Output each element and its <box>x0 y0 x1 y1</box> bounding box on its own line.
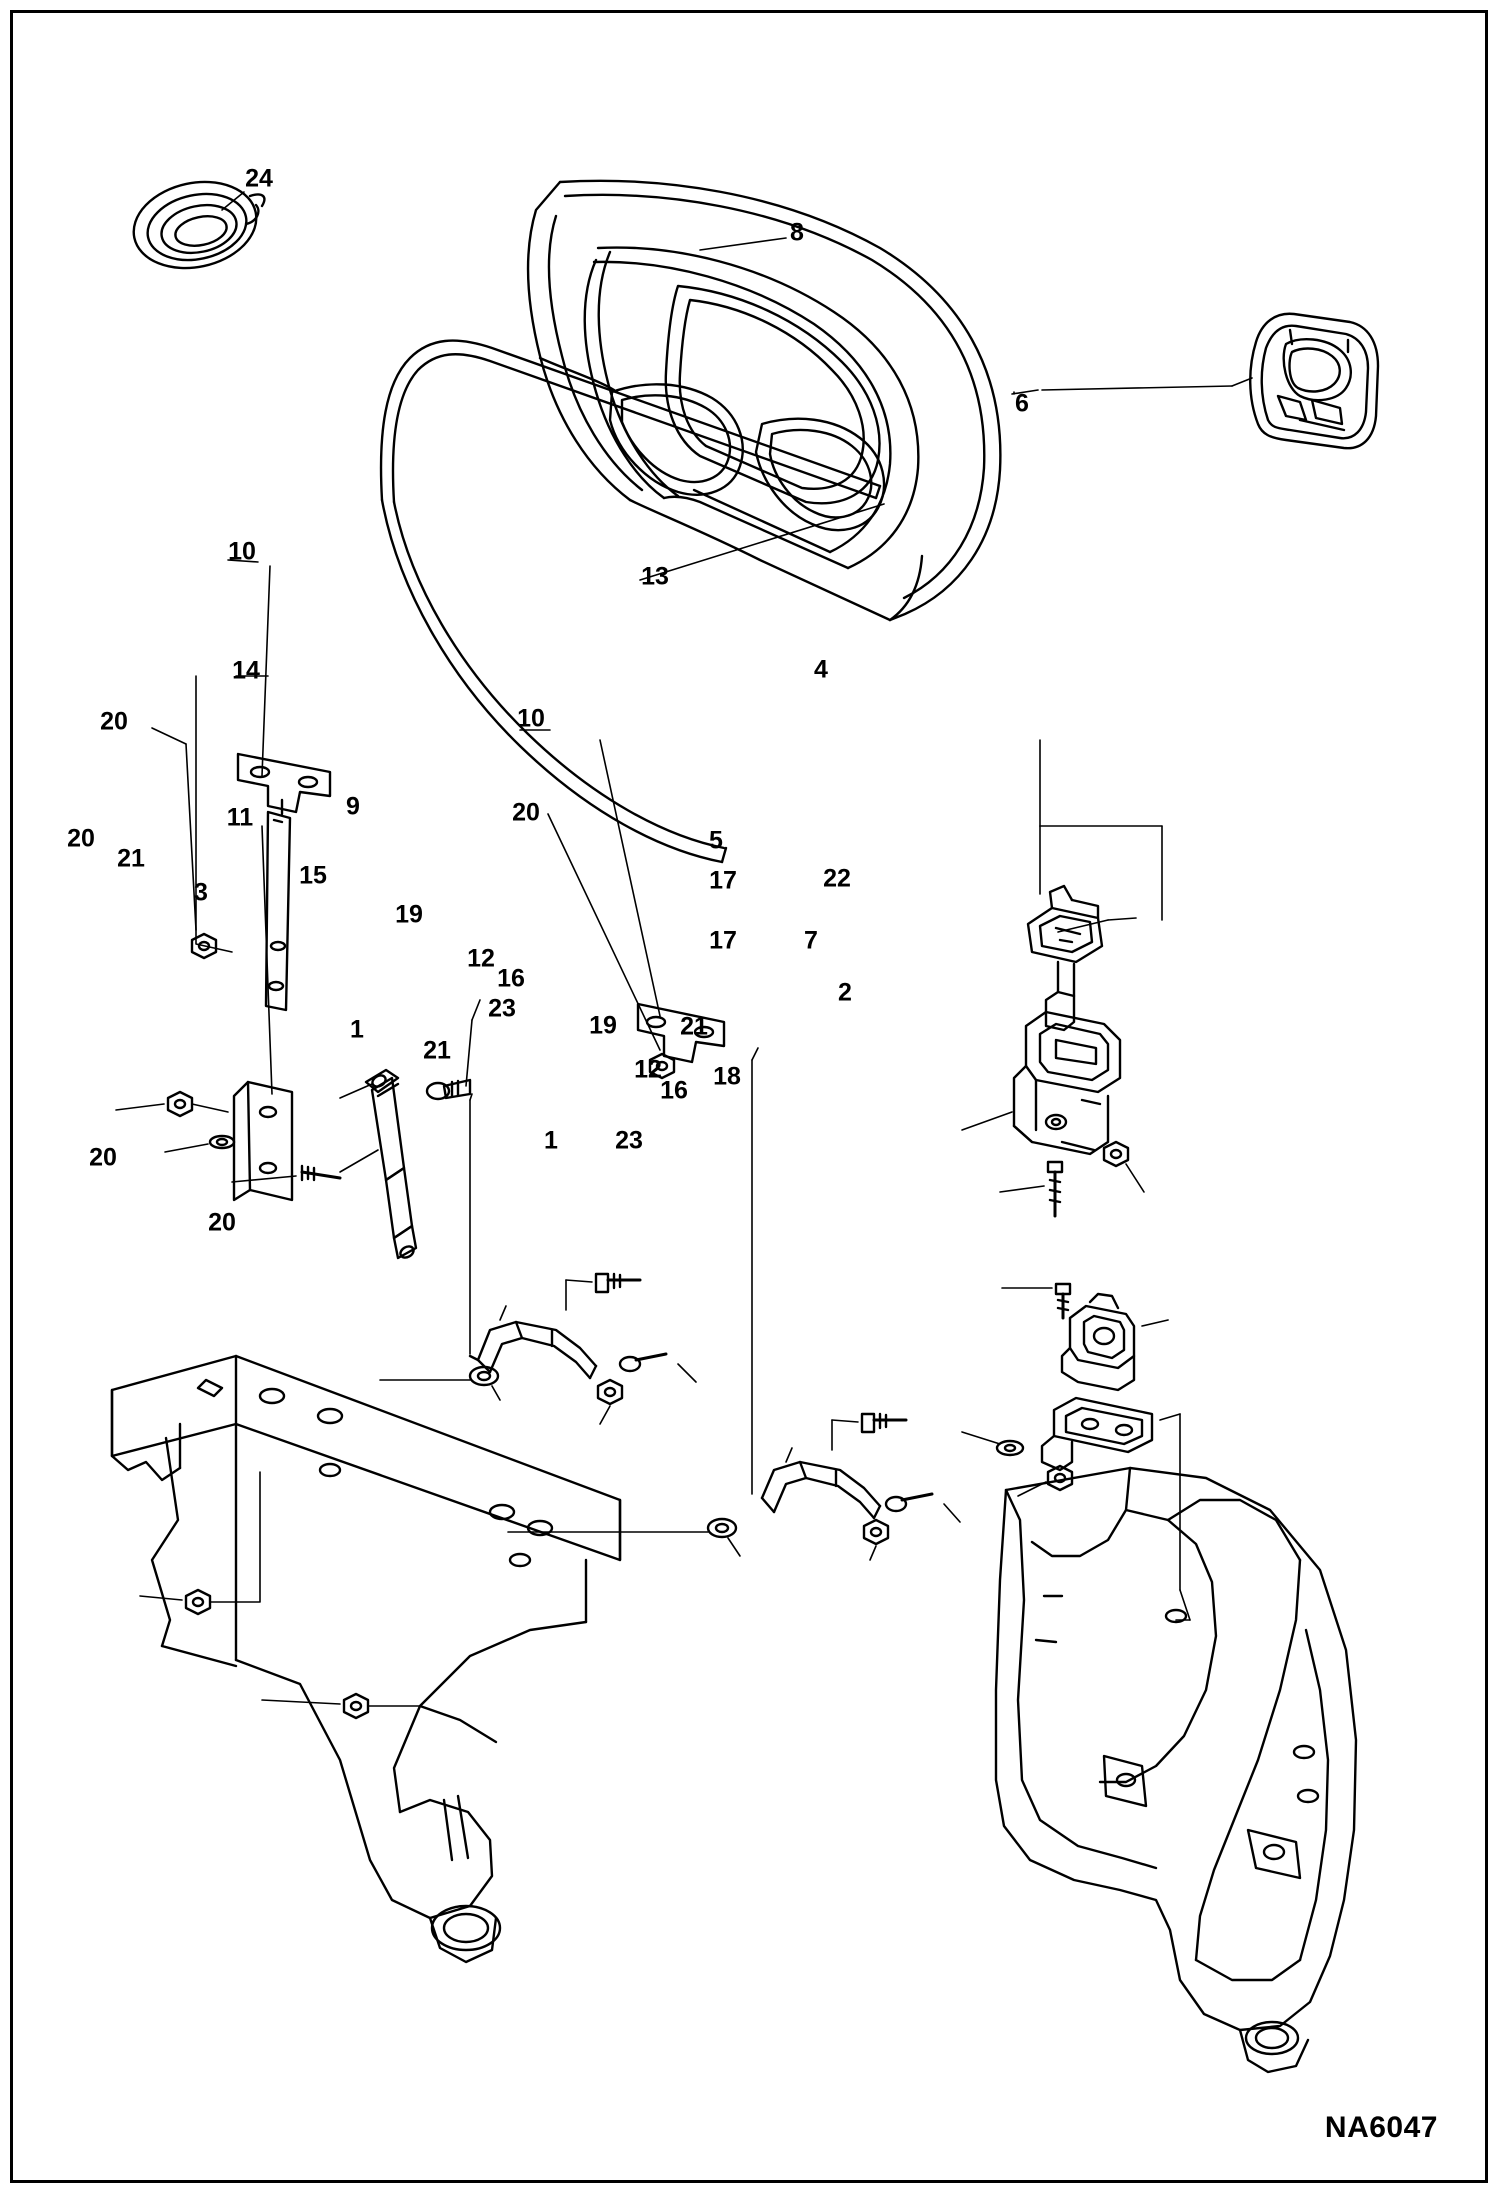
nut-part-20-d <box>186 1590 210 1614</box>
callout-9: 9 <box>346 792 360 821</box>
frame-rail <box>112 1356 620 1962</box>
callout-17: 17 <box>709 926 737 955</box>
ball-stud-part-9 <box>427 1080 470 1099</box>
callout-2: 2 <box>838 978 852 1007</box>
callout-20: 20 <box>89 1143 117 1172</box>
callout-1: 1 <box>544 1126 558 1155</box>
bolt-part-19-b <box>862 1414 906 1432</box>
nut-part-20-e <box>344 1694 368 1718</box>
callout-8: 8 <box>790 218 804 247</box>
washer-part-21-a <box>210 1136 234 1148</box>
callout-23: 23 <box>615 1126 643 1155</box>
callout-12: 12 <box>634 1055 662 1084</box>
callout-18: 18 <box>713 1062 741 1091</box>
bushing-part-1-b <box>708 1519 736 1537</box>
washer-part-21-b <box>997 1441 1023 1455</box>
callout-13: 13 <box>641 562 669 591</box>
callout-22: 22 <box>823 864 851 893</box>
callout-5: 5 <box>709 826 723 855</box>
callout-20: 20 <box>100 707 128 736</box>
coiled-seal-part-24 <box>126 171 265 279</box>
bolt-part-16-a <box>620 1354 666 1371</box>
callout-21: 21 <box>117 844 145 873</box>
bracket-part-11 <box>234 1082 292 1200</box>
bushing-part-1-a <box>470 1367 498 1385</box>
callout-24: 24 <box>245 164 273 193</box>
callout-10: 10 <box>517 704 545 733</box>
drawing-code: NA6047 <box>1324 2111 1438 2144</box>
bolt-part-3 <box>302 1166 340 1180</box>
nut-part-20-b <box>168 1092 192 1116</box>
hinge-pivot-block-part-7 <box>1062 1294 1134 1390</box>
callout-1: 1 <box>350 1015 364 1044</box>
hinge-strap-part-12-a <box>470 1322 596 1378</box>
callout-19: 19 <box>589 1011 617 1040</box>
callout-21: 21 <box>680 1012 708 1041</box>
callout-19: 19 <box>395 900 423 929</box>
callout-11: 11 <box>226 803 254 832</box>
callout-7: 7 <box>804 926 818 955</box>
callout-12: 12 <box>467 944 495 973</box>
striker-part-4 <box>1028 886 1102 1030</box>
nut-part-23-a <box>598 1380 622 1404</box>
hinge-strap-part-12-b <box>762 1462 880 1518</box>
bolt-part-16-b <box>886 1494 932 1511</box>
nut-part-22 <box>1104 1142 1128 1166</box>
callout-3: 3 <box>194 878 208 907</box>
callout-21: 21 <box>423 1036 451 1065</box>
gas-strut-part-15 <box>366 1070 416 1260</box>
hinge-bracket-part-2 <box>1042 1398 1152 1470</box>
callout-10: 10 <box>228 537 256 566</box>
screw-part-17-a <box>1048 1162 1062 1216</box>
callout-20: 20 <box>512 798 540 827</box>
chassis-casting <box>996 1468 1356 2072</box>
callout-23: 23 <box>488 994 516 1023</box>
callout-14: 14 <box>232 656 260 685</box>
latch-plate-part-5 <box>1014 1012 1120 1154</box>
latch-handle-part-6 <box>1250 314 1378 448</box>
callout-20: 20 <box>208 1208 236 1237</box>
callout-20: 20 <box>67 824 95 853</box>
callout-17: 17 <box>709 866 737 895</box>
callout-6: 6 <box>1015 389 1029 418</box>
callout-4: 4 <box>814 655 828 684</box>
screw-part-17-b <box>1056 1284 1070 1318</box>
bolt-part-19-a <box>596 1274 640 1292</box>
callout-16: 16 <box>660 1076 688 1105</box>
support-rod-part-14 <box>266 812 290 1010</box>
callout-15: 15 <box>299 861 327 890</box>
nut-part-23-b <box>864 1520 888 1544</box>
callout-16: 16 <box>497 964 525 993</box>
